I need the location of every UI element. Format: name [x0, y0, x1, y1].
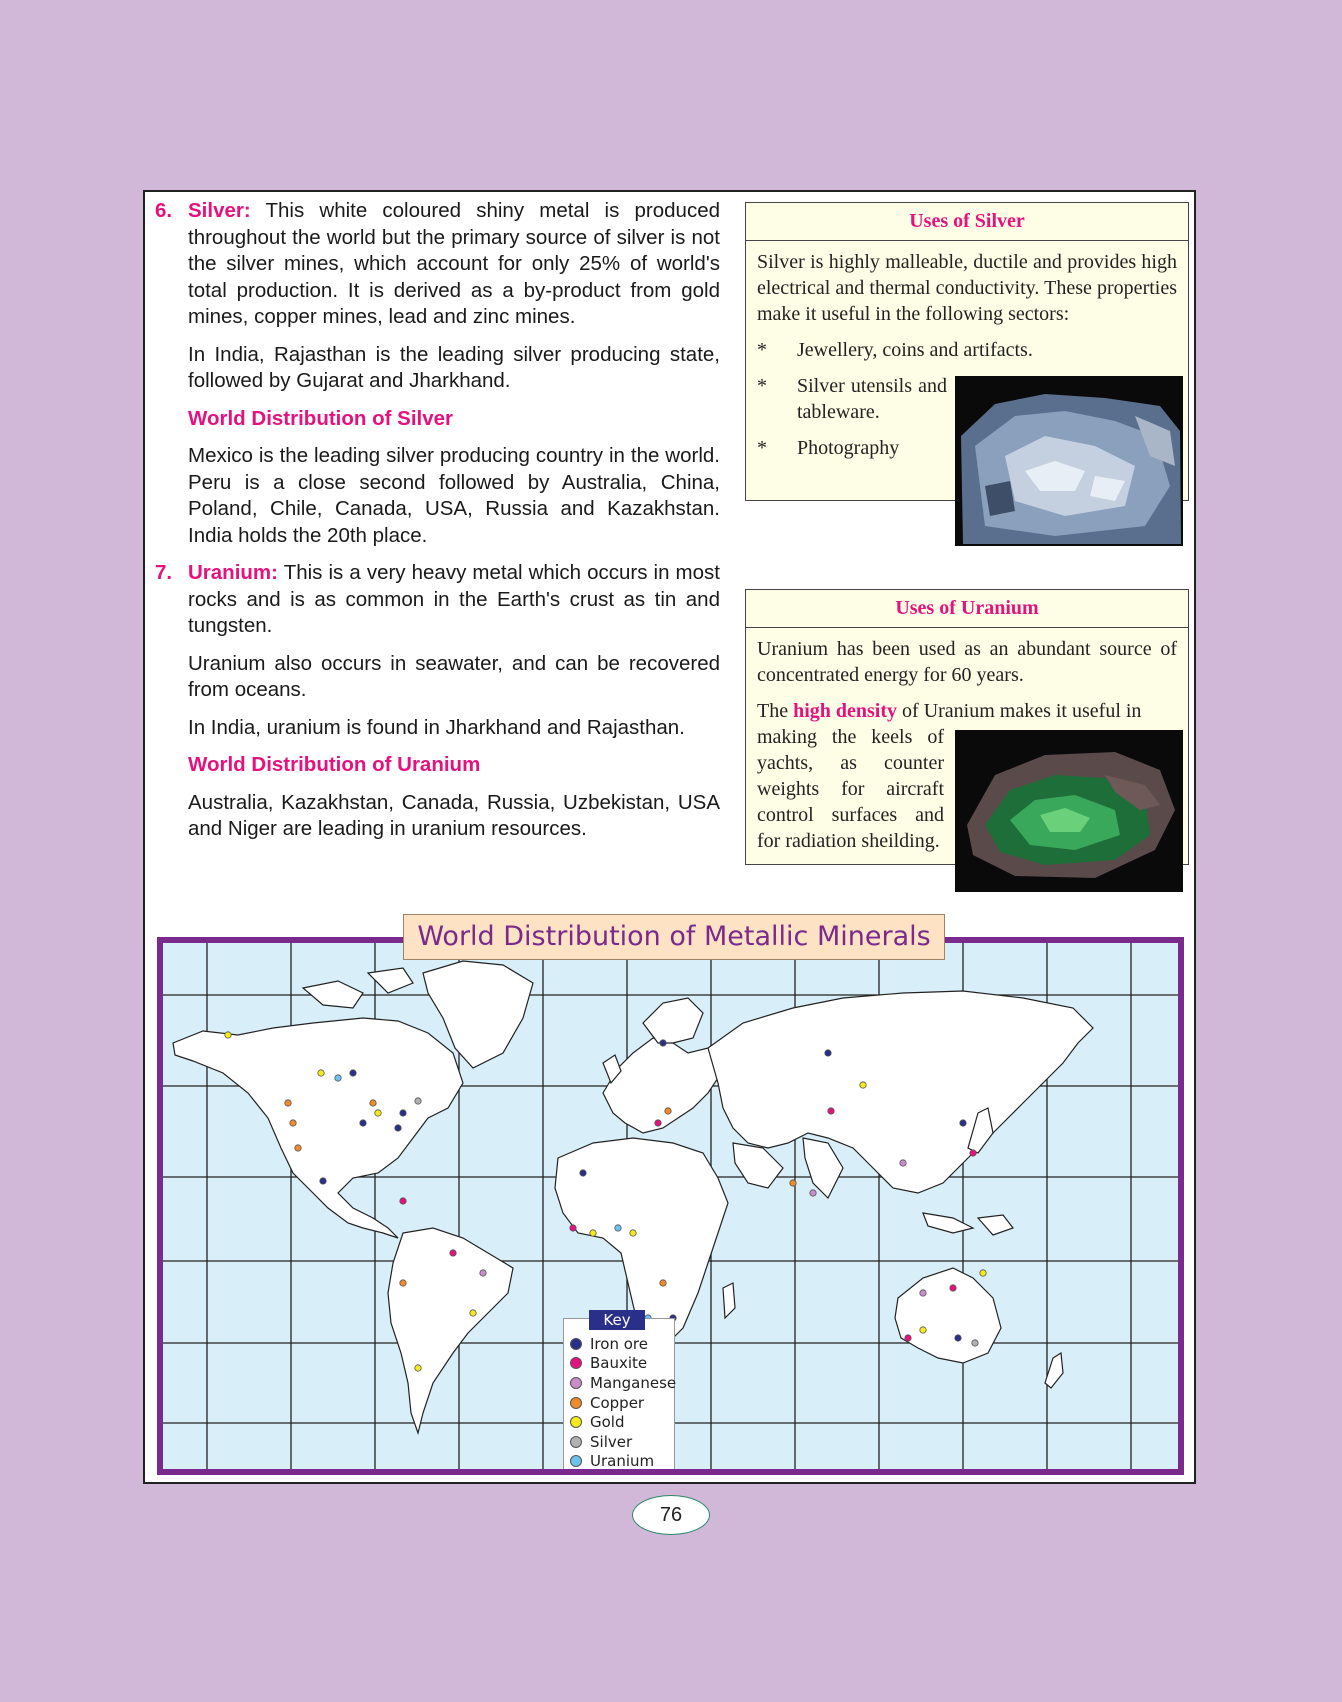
uranium-section [155, 560, 720, 651]
key-row-copper: Copper [570, 1393, 644, 1412]
map-title: World Distribution of Metallic Minerals [403, 914, 945, 960]
key-row-silver: Silver [570, 1432, 632, 1451]
uranium-ore-image [955, 730, 1183, 892]
silver-intro-text: This white coloured shiny metal is produced throughout the world but the primary source of silver is not the silver mines, which account for only 25% of world's total production. It is derived as a by-product from gold mines, copper mines, lead and zinc mines. [188, 199, 721, 328]
uranium-sea: Uranium also occurs in seawater, and can be recovered from oceans. [188, 651, 720, 701]
uranium-intro-text: This is a very heavy metal which occurs in most rocks and is as common in the Earth's crust as tin and tungsten. [188, 561, 720, 637]
key-title: Key [589, 1310, 645, 1330]
silver-india: In India, Rajasthan is the leading silver producing state, followed by Gujarat and Jharkhand. [188, 342, 720, 392]
uses-of-silver-title: Uses of Silver [746, 203, 1188, 241]
uses-of-uranium-text3: making the keels of yachts, as counter weights for aircraft control surfaces and for radiation sheilding. [757, 726, 944, 852]
map-key [563, 1311, 677, 1469]
silver-dist-text: Mexico is the leading silver producing country in the world. Peru is a close second followed by Australia, China, Poland, Chile, Canada, USA, Russia and Kazakhstan. India holds the 20th place. [188, 444, 720, 547]
silver-use-item: * Silver utensils and tableware. [757, 375, 947, 423]
silver-intro [188, 198, 720, 331]
key-row-iron-ore: Iron ore [570, 1334, 648, 1353]
world-map-frame [157, 937, 1184, 1475]
silver-title: Silver: [188, 199, 251, 222]
uranium-intro [188, 560, 720, 640]
uranium-dist-text: Australia, Kazakhstan, Canada, Russia, Uzbekistan, USA and Niger are leading in uranium resources. [188, 790, 720, 840]
page-number: 76 [632, 1495, 710, 1535]
key-row-uranium: Uranium [570, 1451, 654, 1469]
key-row-manganese: Manganese [570, 1373, 676, 1392]
uses-of-uranium-title: Uses of Uranium [746, 590, 1188, 628]
silver-use-item: * Jewellery, coins and artifacts. [757, 339, 1033, 361]
key-row-bauxite: Bauxite [570, 1353, 647, 1372]
left-column [155, 198, 720, 854]
silver-ore-image [955, 376, 1183, 546]
silver-number: 6. [155, 199, 173, 222]
uses-of-uranium-text1: Uranium has been used as an abundant source of concentrated energy for 60 years. [757, 638, 1177, 686]
uses-of-silver-text: Silver is highly malleable, ductile and provides high electrical and thermal conductivity. These properties make it useful in the following sectors: [757, 251, 1177, 325]
silver-dist-heading: World Distribution of Silver [188, 406, 453, 430]
uranium-india: In India, uranium is found in Jharkhand and Rajasthan. [188, 715, 685, 739]
silver-use-item: * Photography [757, 437, 900, 459]
high-density-highlight: high density [793, 700, 898, 722]
page [143, 190, 1196, 1484]
uranium-dist-heading: World Distribution of Uranium [188, 753, 481, 776]
uranium-title: Uranium: [188, 561, 278, 584]
world-map [163, 943, 1178, 1469]
uses-of-uranium-text2: The high density of Uranium makes it useful in [757, 700, 1142, 722]
silver-section [155, 198, 720, 342]
uranium-number: 7. [155, 561, 173, 584]
key-row-gold: Gold [570, 1412, 625, 1431]
